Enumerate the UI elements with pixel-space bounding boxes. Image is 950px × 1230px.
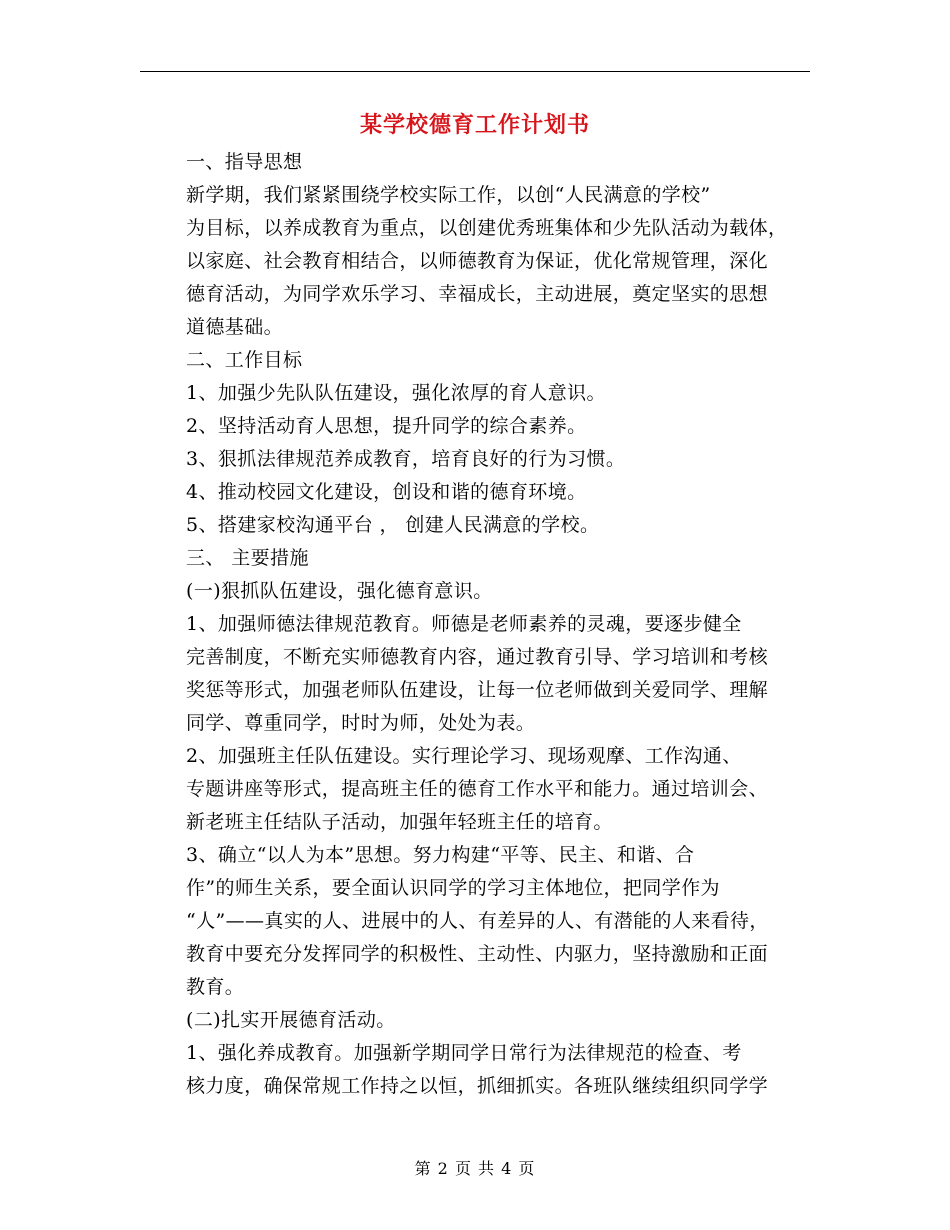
paragraph — [142, 575, 810, 608]
text-line: “人”——真实的人、进展中的人、有差异的人、有潜能的人来看待， — [186, 910, 769, 932]
text-line: 道德基础。 — [186, 316, 284, 338]
text-line: 三、 主要措施 — [186, 547, 309, 569]
text-line: 1、强化养成教育。加强新学期同学日常行为法律规范的检查、考 — [186, 1042, 742, 1064]
paragraph — [142, 1037, 810, 1103]
text-line: 4、推动校园文化建设，创设和谐的德育环境。 — [186, 481, 587, 503]
paragraph — [142, 377, 810, 410]
paragraph — [142, 839, 810, 1004]
text-line: 1、加强少先队队伍建设，强化浓厚的育人意识。 — [186, 382, 606, 404]
paragraph — [142, 443, 810, 476]
paragraph — [142, 344, 810, 377]
text-line: 二、工作目标 — [186, 349, 303, 371]
text-line: 完善制度，不断充实师德教育内容，通过教育引导、学习培训和考核 — [186, 646, 769, 668]
paragraph — [142, 608, 810, 740]
document-body — [142, 146, 810, 1103]
text-line: 奖惩等形式，加强老师队伍建设，让每一位老师做到关爱同学、理解 — [186, 679, 769, 701]
paragraph — [142, 179, 810, 344]
text-line: 以家庭、社会教育相结合，以师德教育为保证，优化常规管理，深化 — [186, 250, 769, 272]
text-line: 为目标，以养成教育为重点，以创建优秀班集体和少先队活动为载体， — [186, 217, 788, 239]
text-line: 核力度，确保常规工作持之以恒，抓细抓实。各班队继续组织同学学 — [186, 1075, 769, 1097]
text-line: 2、加强班主任队伍建设。实行理论学习、现场观摩、工作沟通、 — [186, 745, 742, 767]
text-line: (一)狠抓队伍建设，强化德育意识。 — [186, 580, 493, 602]
paragraph — [142, 509, 810, 542]
text-line: 3、狠抓法律规范养成教育，培育良好的行为习惯。 — [186, 448, 626, 470]
paragraph — [142, 146, 810, 179]
text-line: 教育中要充分发挥同学的积极性、主动性、内驱力，坚持激励和正面 — [186, 943, 769, 965]
text-line: 德育活动，为同学欢乐学习、幸福成长，主动进展，奠定坚实的思想 — [186, 283, 769, 305]
text-line: 一、指导思想 — [186, 151, 303, 173]
page-title: 某学校德育工作计划书 — [359, 112, 590, 138]
paragraph — [142, 740, 810, 839]
text-line: 1、加强师德法律规范教育。师德是老师素养的灵魂，要逐步健全 — [186, 613, 742, 635]
text-line: 2、坚持活动育人思想，提升同学的综合素养。 — [186, 415, 587, 437]
text-line: 新老班主任结队子活动，加强年轻班主任的培育。 — [186, 811, 613, 833]
text-line: 3、确立“以人为本”思想。努力构建“平等、民主、和谐、合 — [186, 844, 695, 866]
text-line: 同学、尊重同学，时时为师，处处为表。 — [186, 712, 536, 734]
page-footer: 第 2 页 共 4 页 — [414, 1159, 536, 1178]
text-line: 专题讲座等形式，提高班主任的德育工作水平和能力。通过培训会、 — [186, 778, 769, 800]
text-line: (二)扎实开展德育活动。 — [186, 1009, 396, 1031]
text-line: 新学期，我们紧紧围绕学校实际工作，以创“人民满意的学校” — [186, 184, 711, 206]
paragraph — [142, 476, 810, 509]
paragraph — [142, 542, 810, 575]
paragraph — [142, 410, 810, 443]
text-line: 教育。 — [186, 976, 245, 998]
header-rule — [140, 71, 810, 72]
paragraph — [142, 1004, 810, 1037]
text-line: 作”的师生关系，要全面认识同学的学习主体地位，把同学作为 — [186, 877, 720, 899]
text-line: 5、搭建家校沟通平台 ， 创建人民满意的学校。 — [186, 514, 600, 536]
